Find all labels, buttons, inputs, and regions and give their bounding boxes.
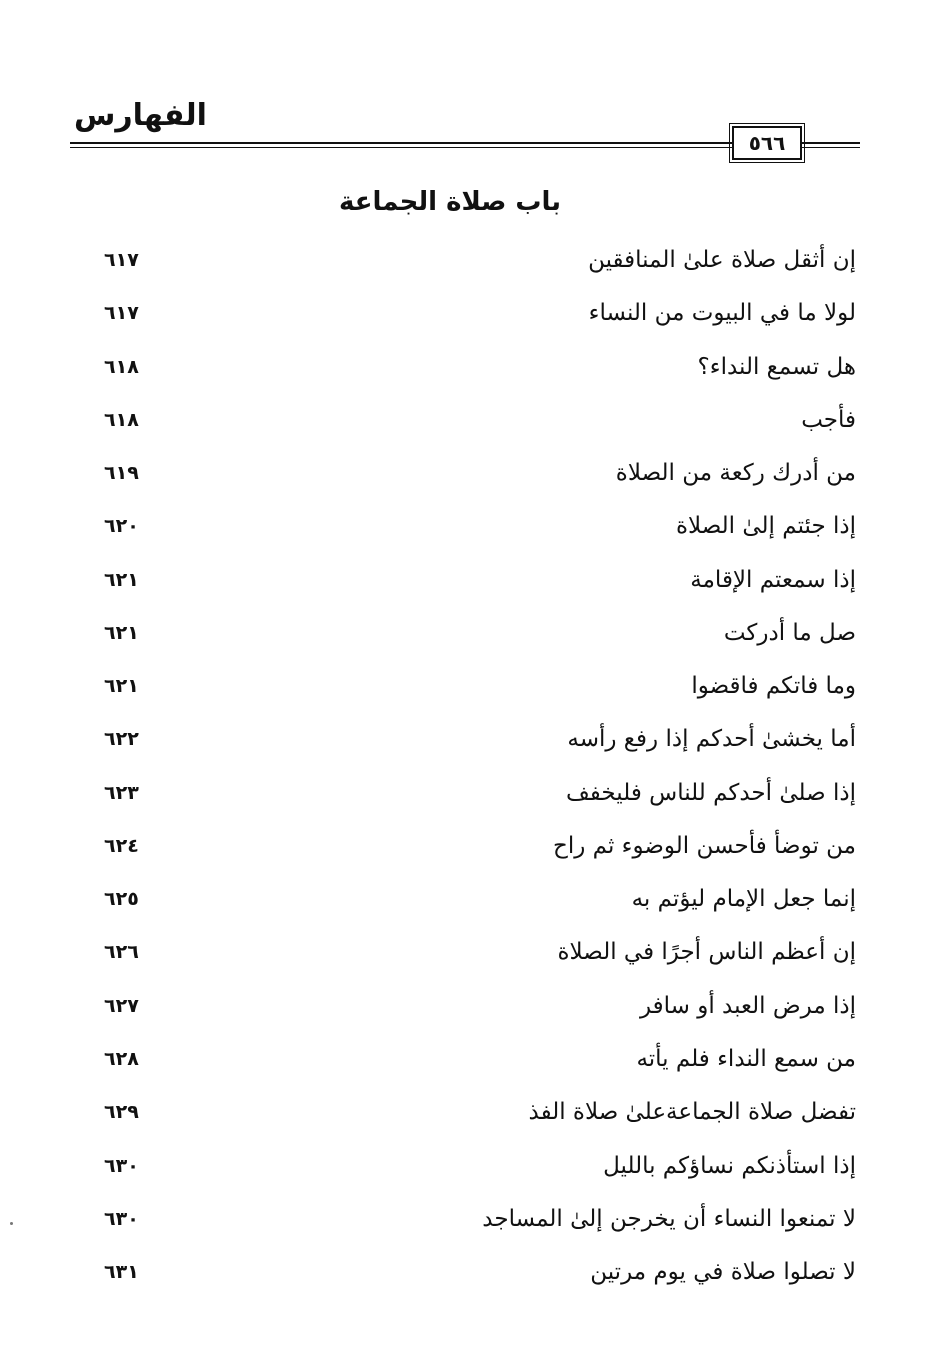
- margin-dot: [10, 1222, 13, 1225]
- entry-text: فأجب: [801, 407, 856, 433]
- entry-page-number: ٦١٨: [104, 409, 139, 431]
- entry-text: من أدرك ركعة من الصلاة: [615, 460, 856, 486]
- index-entry: [96, 1092, 866, 1132]
- chapter-title: باب صلاة الجماعة: [338, 187, 562, 217]
- entry-text: من سمع النداء فلم يأته: [636, 1046, 856, 1072]
- index-entry: [96, 773, 866, 813]
- entry-text: وما فاتكم فاقضوا: [691, 673, 856, 699]
- entry-text: إذا مرض العبد أو سافر: [639, 993, 856, 1019]
- index-entry: [96, 560, 866, 600]
- entry-text: إذا استأذنكم نساؤكم بالليل: [603, 1153, 856, 1179]
- entry-text: إن أثقل صلاة علىٰ المنافقين: [588, 247, 856, 273]
- entry-text: لولا ما في البيوت من النساء: [588, 300, 856, 326]
- index-entry: [96, 879, 866, 919]
- index-entry: [96, 986, 866, 1026]
- index-entry: [96, 506, 866, 546]
- entry-text: من توضأ فأحسن الوضوء ثم راح: [552, 833, 856, 859]
- entry-page-number: ٦٣٠: [104, 1208, 139, 1230]
- entry-page-number: ٦٢٧: [104, 995, 139, 1017]
- index-entry: [96, 613, 866, 653]
- entry-page-number: ٦٣١: [104, 1261, 139, 1283]
- entry-page-number: ٦٢٢: [104, 728, 139, 750]
- entry-page-number: ٦٢٠: [104, 515, 139, 537]
- index-entry: [96, 666, 866, 706]
- entry-text: إذا سمعتم الإقامة: [690, 567, 856, 593]
- index-entry: [96, 1146, 866, 1186]
- index-entry: [96, 1199, 866, 1239]
- index-entry: [96, 240, 866, 280]
- section-tag: الفهارس: [70, 94, 213, 138]
- entry-page-number: ٦١٨: [104, 356, 139, 378]
- index-entry: [96, 826, 866, 866]
- entry-text: صل ما أدركت: [723, 620, 856, 646]
- entry-page-number: ٦١٧: [104, 249, 139, 271]
- entry-text: إذا صلىٰ أحدكم للناس فليخفف: [565, 780, 856, 806]
- entry-text: أما يخشىٰ أحدكم إذا رفع رأسه: [567, 726, 856, 752]
- entry-page-number: ٦٢١: [104, 622, 139, 644]
- entry-page-number: ٦٣٠: [104, 1155, 139, 1177]
- entry-page-number: ٦٢٣: [104, 782, 139, 804]
- index-entry: [96, 347, 866, 387]
- index-entry: [96, 400, 866, 440]
- index-entry: [96, 293, 866, 333]
- entry-page-number: ٦٢٩: [104, 1101, 139, 1123]
- page-header: [70, 88, 860, 168]
- entry-page-number: ٦٢٥: [104, 888, 139, 910]
- entry-page-number: ٦٢٤: [104, 835, 139, 857]
- entry-page-number: ٦٢٨: [104, 1048, 139, 1070]
- index-entry: [96, 719, 866, 759]
- entry-text: لا تصلوا صلاة في يوم مرتين: [590, 1259, 856, 1285]
- page-number: ٥٦٦: [732, 126, 802, 160]
- entry-page-number: ٦٢٦: [104, 941, 139, 963]
- entry-text: لا تمنعوا النساء أن يخرجن إلىٰ المساجد: [482, 1206, 856, 1232]
- index-entry: [96, 932, 866, 972]
- index-entry: [96, 1039, 866, 1079]
- entry-text: إذا جئتم إلىٰ الصلاة: [675, 513, 856, 539]
- entry-text: إن أعظم الناس أجرًا في الصلاة: [557, 939, 856, 965]
- entry-page-number: ٦١٩: [104, 462, 139, 484]
- entry-text: إنما جعل الإمام ليؤتم به: [631, 886, 856, 912]
- entry-page-number: ٦٢١: [104, 675, 139, 697]
- index-entry: [96, 453, 866, 493]
- entry-page-number: ٦١٧: [104, 302, 139, 324]
- entry-text: تفضل صلاة الجماعةعلىٰ صلاة الفذ: [528, 1099, 856, 1125]
- entry-page-number: ٦٢١: [104, 569, 139, 591]
- entry-text: هل تسمع النداء؟: [697, 354, 856, 380]
- index-entry: [96, 1252, 866, 1292]
